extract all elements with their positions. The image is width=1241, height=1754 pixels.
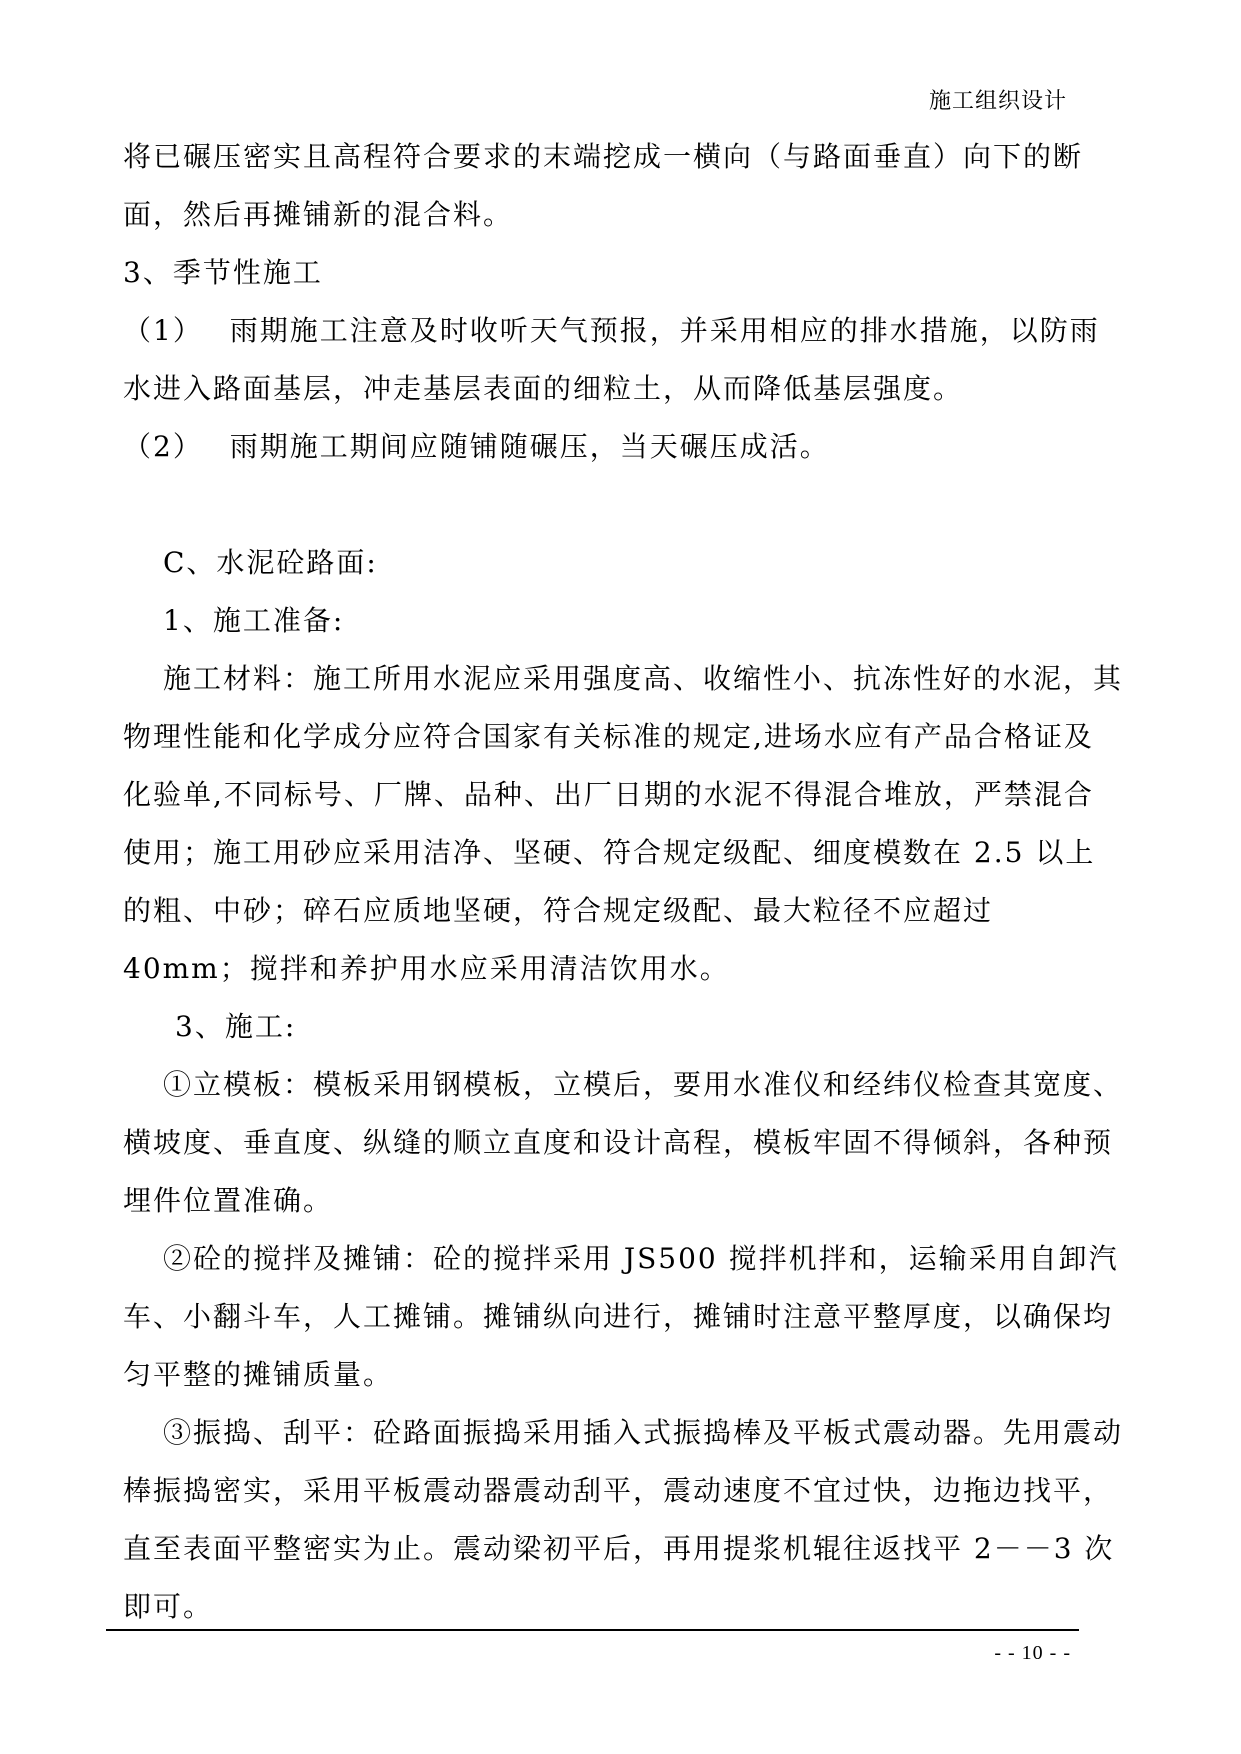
spacer: [123, 476, 1123, 534]
footer-divider: [106, 1629, 1079, 1631]
page-number: - - 10 - -: [994, 1642, 1071, 1664]
paragraph: ①立模板：模板采用钢模板，立模后，要用水准仪和经纬仪检查其宽度、横坡度、垂直度、纵缝的顺立直度和设计高程，模板牢固不得倾斜，各种预埋件位置准确。: [123, 1068, 1124, 1217]
list-item: （2） 雨期施工期间应随铺随碾压，当天碾压成活。: [123, 430, 830, 463]
page-header: 施工组织设计: [928, 89, 1067, 114]
subsection-heading: 3、施工:: [175, 1010, 297, 1043]
section-heading: 3、季节性施工: [123, 256, 323, 289]
paragraph: 施工材料：施工所用水泥应采用强度高、收缩性小、抗冻性好的水泥，其物理性能和化学成分应符合国家有关标准的规定,进场水应有产品合格证及化验单,不同标号、厂牌、品种、出厂日期的水泥不得混合堆放，严禁混合使用；施工用砂应采用洁净、坚硬、符合规定级配、细度模数在 2.5 以上的粗、中砂；碎石应质地坚硬，符合规定级配、最大粒径不应超过 40mm；搅拌和养护用水应采用清洁饮用水。: [123, 662, 1124, 985]
paragraph: ③振捣、刮平：砼路面振捣采用插入式振捣棒及平板式震动器。先用震动棒振捣密实，采用平板震动器震动刮平，震动速度不宜过快，边拖边找平，直至表面平整密实为止。震动梁初平后，再用提浆机辊往返找平 2－－3 次即可。: [123, 1416, 1124, 1623]
list-item: （1） 雨期施工注意及时收听天气预报，并采用相应的排水措施，以防雨水进入路面基层，冲走基层表面的细粒土，从而降低基层强度。: [123, 314, 1100, 405]
subsection-heading: 1、施工准备:: [163, 604, 345, 637]
paragraph: 将已碾压密实且高程符合要求的末端挖成一横向（与路面垂直）向下的断面，然后再摊铺新的混合料。: [123, 140, 1084, 231]
document-body: [123, 128, 1123, 1636]
paragraph: ②砼的搅拌及摊铺：砼的搅拌采用 JS500 搅拌机拌和，运输采用自卸汽车、小翻斗车，人工摊铺。摊铺纵向进行，摊铺时注意平整厚度，以确保均匀平整的摊铺质量。: [123, 1242, 1119, 1391]
section-heading: C、水泥砼路面:: [163, 546, 378, 579]
